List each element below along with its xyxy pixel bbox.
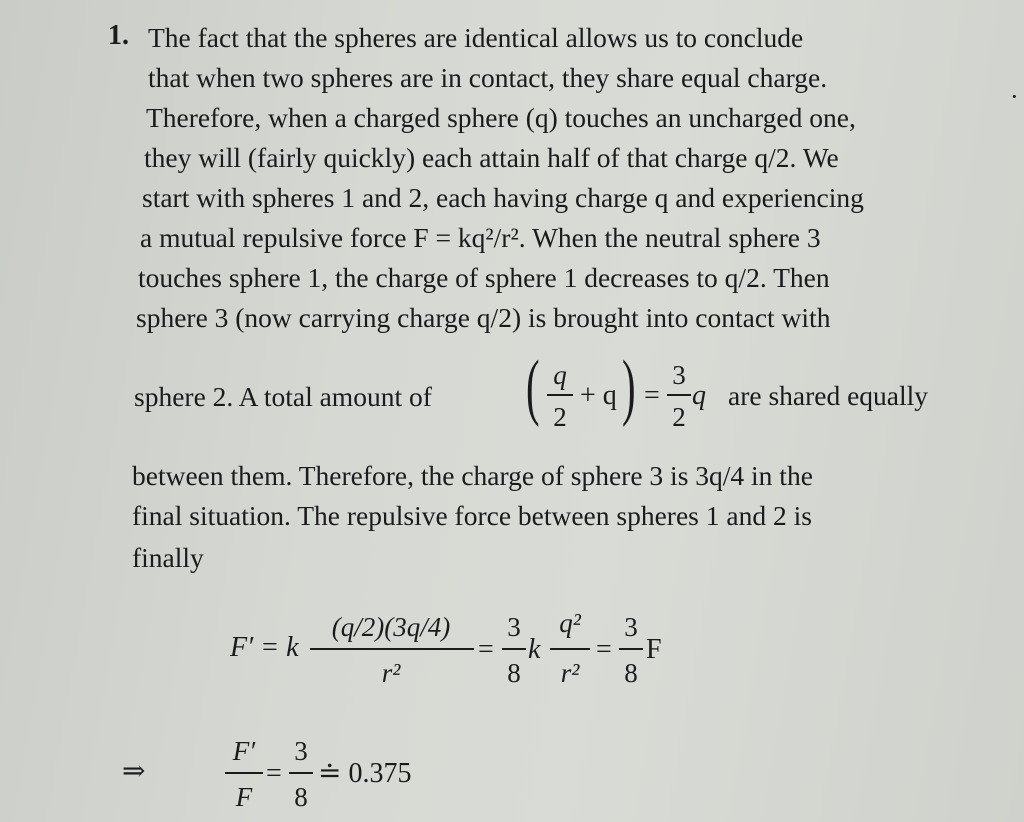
text-line-after-1: between them. Therefore, the charge of sphere 3 is 3q/4 in the: [132, 460, 813, 491]
text-line-7: touches sphere 1, the charge of sphere 1 decreases to q/2. Then: [138, 262, 830, 293]
frac-q-over-2-den: 2: [553, 402, 567, 432]
left-paren: (: [526, 346, 540, 428]
eq1-frac-c-num: q²: [559, 608, 581, 638]
eq1-frac-d-num: 3: [624, 612, 638, 642]
text-line-1: The fact that the spheres are identical allows us to conclude: [148, 22, 804, 53]
eq2-frac-a-num: F′: [232, 736, 256, 766]
eq1-frac-a-den: r²: [381, 658, 401, 688]
eq2-frac-a-den: F: [235, 782, 253, 812]
eq1-equals-1: =: [478, 634, 494, 665]
text-line-8: sphere 3 (now carrying charge q/2) is brought into contact with: [136, 302, 831, 333]
text-line-2: that when two spheres are in contact, they share equal charge.: [148, 62, 828, 93]
frac-bar: [547, 394, 573, 396]
text-line-6: a mutual repulsive force F = kq²/r². When the neutral sphere 3: [140, 222, 821, 253]
text-line-5: start with spheres 1 and 2, each having charge q and experiencing: [142, 182, 864, 213]
text-line-after-3: finally: [132, 542, 204, 573]
frac-bar: [667, 394, 691, 396]
eq1-equals-2: =: [596, 634, 612, 665]
eq1-frac-b-den: 8: [507, 658, 521, 688]
eq2-frac-b-num: 3: [294, 736, 308, 766]
mid-line-prefix: sphere 2. A total amount of: [134, 381, 432, 412]
q-symbol: q: [692, 380, 706, 411]
stray-mark: ·: [1010, 82, 1019, 111]
text-line-3: Therefore, when a charged sphere (q) touches an uncharged one,: [146, 102, 856, 133]
right-paren: ): [622, 346, 636, 428]
plus-q: + q: [580, 380, 617, 411]
frac-3-over-2-num: 3: [672, 360, 686, 390]
frac-bar: [502, 648, 526, 650]
eq1-k: k: [528, 634, 541, 665]
frac-3-over-2-den: 2: [672, 402, 686, 432]
text-line-after-2: final situation. The repulsive force between spheres 1 and 2 is: [132, 500, 812, 531]
problem-number: 1.: [108, 20, 129, 51]
eq1-lhs: F′ = k: [230, 632, 299, 663]
eq1-frac-c-den: r²: [560, 658, 580, 688]
eq1-frac-b-num: 3: [507, 612, 521, 642]
eq2-frac-b-den: 8: [294, 782, 308, 812]
mid-line-suffix: are shared equally: [728, 380, 929, 411]
eq1-frac-d-den: 8: [624, 658, 638, 688]
eq2-result: ≐ 0.375: [318, 758, 412, 789]
eq1-frac-a-num: (q/2)(3q/4): [331, 612, 451, 642]
eq1-force-symbol: F: [646, 634, 662, 665]
implies-arrow: ⇒: [122, 756, 146, 787]
frac-bar: [550, 648, 590, 650]
eq2-equals: =: [266, 758, 282, 789]
frac-bar: [225, 772, 263, 774]
frac-bar: [310, 648, 474, 650]
frac-bar: [619, 648, 643, 650]
frac-q-over-2-num: q: [553, 360, 567, 390]
text-line-4: they will (fairly quickly) each attain half of that charge q/2. We: [144, 142, 839, 173]
equals-sign: =: [644, 380, 660, 411]
frac-bar: [289, 772, 313, 774]
